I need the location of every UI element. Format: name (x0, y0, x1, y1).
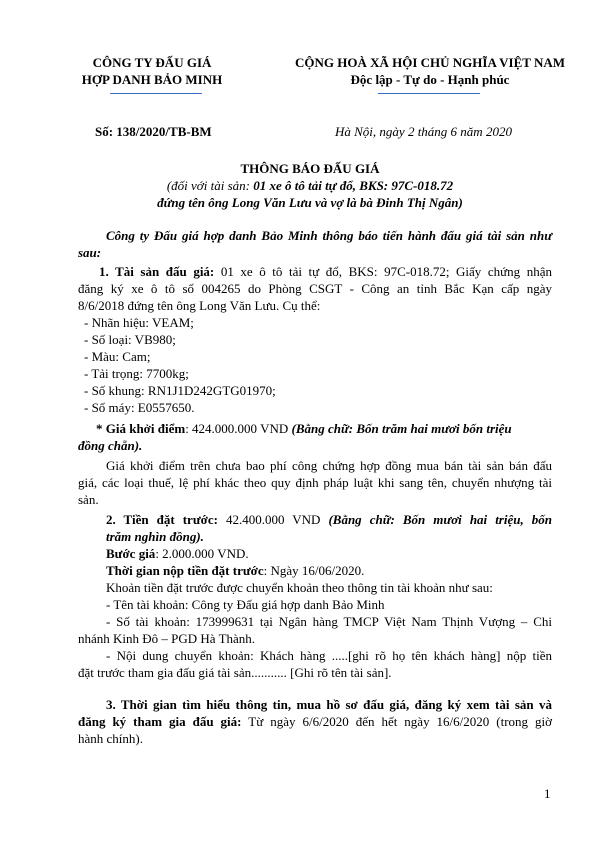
org-name-line2: HỢP DANH BẢO MINH (81, 72, 223, 87)
starting-price-note-line1: Giá khởi điểm trên chưa bao phí công chứng hợp đồng mua bán tài sản bán đấu (106, 458, 552, 473)
asset-item-brand: - Nhãn hiệu: VEAM; (84, 315, 194, 330)
asset-item-color: - Màu: Cam; (84, 349, 151, 364)
org-underline (110, 93, 202, 94)
section3-line1: 3. Thời gian tìm hiểu thông tin, mua hồ sơ đấu giá, đăng ký xem tài sản và (106, 697, 552, 712)
section1-line3: 8/6/2018 đứng tên ông Long Văn Lưu. Cụ thể: (78, 298, 321, 313)
intro-line2: sau: (78, 245, 102, 260)
starting-price-line1: * Giá khởi điểm: 424.000.000 VND (Bằng chữ: Bốn trăm hai mươi bốn triệu (96, 421, 512, 436)
section3-line2: đăng ký tham gia đấu giá: Từ ngày 6/6/2020 đến hết ngày 16/6/2020 (trong giờ (78, 714, 553, 729)
title-subject-line2: đứng tên ông Long Văn Lưu và vợ là bà Đinh Thị Ngân) (157, 195, 463, 210)
bid-step: Bước giá: 2.000.000 VND. (106, 546, 249, 561)
page-number: 1 (544, 786, 551, 801)
section1-line2: đăng ký xe ô tô số 004265 do Phòng CSGT - Công an tỉnh Bắc Kạn cấp ngày (78, 281, 552, 296)
document-title: THÔNG BÁO ĐẤU GIÁ (240, 161, 380, 176)
starting-price-words-line2: đồng chẵn). (78, 438, 143, 453)
starting-price-note-line3: sản. (78, 492, 99, 507)
asset-item-chassis: - Số khung: RN1J1D242GTG01970; (84, 383, 276, 398)
transfer-intro: Khoản tiền đặt trước được chuyển khoản theo thông tin tài khoản như sau: (106, 580, 493, 595)
deposit-deadline: Thời gian nộp tiền đặt trước: Ngày 16/06/2020. (106, 563, 365, 578)
intro-line1: Công ty Đấu giá hợp danh Bảo Minh thông báo tiến hành đấu giá tài sản như (106, 228, 552, 243)
transfer-content-line2: đặt trước tham gia đấu giá tài sản........... [Ghi rõ tên tài sản]. (78, 665, 392, 680)
asset-item-model: - Số loại: VB980; (84, 332, 176, 347)
transfer-content-line1: - Nội dung chuyển khoản: Khách hàng .....[ghi rõ họ tên khách hàng] nộp tiền (106, 648, 552, 663)
account-number-line1: - Số tài khoản: 173999631 tại Ngân hàng TMCP Việt Nam Thịnh Vượng – Chi (106, 614, 552, 629)
nation-line1: CỘNG HOÀ XÃ HỘI CHỦ NGHĨA VIỆT NAM (294, 55, 566, 70)
section2-line1: 2. Tiền đặt trước: 42.400.000 VND (Bằng chữ: Bốn mươi hai triệu, bốn (106, 512, 552, 527)
account-number-line2: nhánh Kinh Đô – PGD Hà Thành. (78, 631, 256, 646)
nation-underline (378, 93, 480, 94)
place-date: Hà Nội, ngày 2 tháng 6 năm 2020 (335, 124, 512, 139)
starting-price-note-line2: giá, các loại thuế, lệ phí khác theo quy định pháp luật khi sang tên, chuyển nhượng tài (78, 475, 552, 490)
title-subject-line1: (đối với tài sản: 01 xe ô tô tải tự đổ, BKS: 97C-018.72 (166, 178, 454, 193)
nation-line2: Độc lập - Tự do - Hạnh phúc (350, 72, 510, 87)
org-name-line1: CÔNG TY ĐẤU GIÁ (92, 55, 212, 70)
account-name: - Tên tài khoản: Công ty Đấu giá hợp danh Bảo Minh (106, 597, 385, 612)
section1-line1: 1. Tài sản đấu giá: 01 xe ô tô tải tự đổ, BKS: 97C-018.72; Giấy chứng nhận (99, 264, 552, 279)
asset-item-load: - Tải trọng: 7700kg; (84, 366, 189, 381)
document-number: Số: 138/2020/TB-BM (95, 124, 212, 139)
section3-line3: hành chính). (78, 731, 143, 746)
section2-words-line2: trăm nghìn đồng). (106, 529, 204, 544)
asset-item-engine: - Số máy: E0557650. (84, 400, 195, 415)
